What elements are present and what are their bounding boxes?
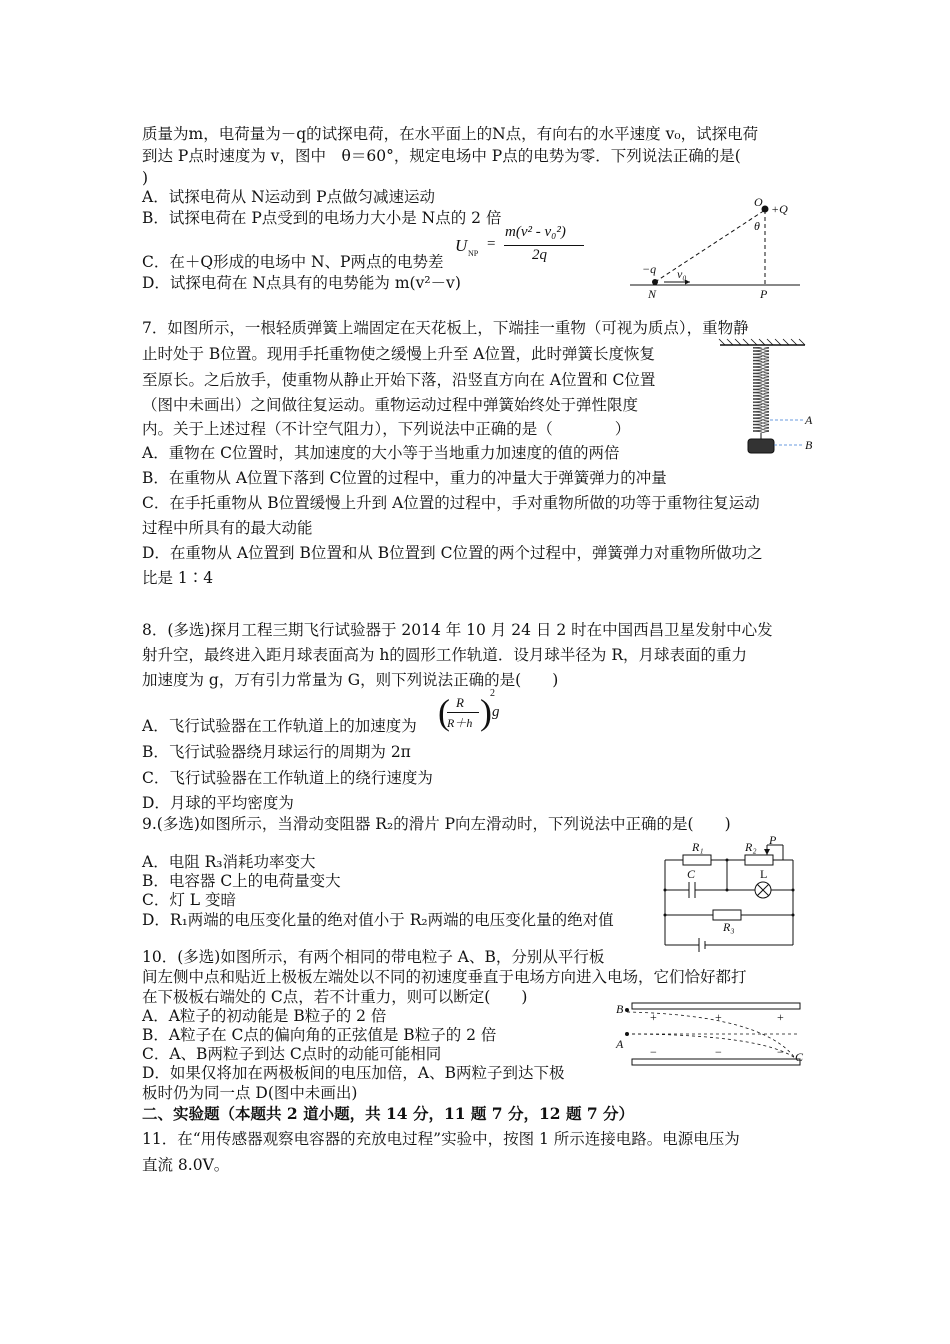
q8-option-d: D．月球的平均密度为 bbox=[142, 794, 294, 812]
q6-stem-line2: 到达 P点时速度为 v，图中 θ＝60°，规定电场中 P点的电势为零．下列说法正确的是( bbox=[142, 147, 741, 165]
q9-label-r2: R₂ bbox=[745, 840, 757, 854]
q8-option-b: B．飞行试验器绕月球运行的周期为 2π bbox=[142, 743, 411, 761]
q6-option-a: A．试探电荷从 N运动到 P点做匀减速运动 bbox=[142, 188, 436, 206]
q10-plus-1: + bbox=[650, 1010, 657, 1024]
q8-stem-line1: 8．(多选)探月工程三期飞行试验器于 2014 年 10 月 24 日 2 时在中国西昌卫星发射中心发 bbox=[142, 621, 773, 639]
q8-formula-den: R＋h bbox=[447, 716, 473, 730]
q6-label-q: +Q bbox=[771, 202, 788, 216]
q9-label-l: L bbox=[760, 867, 768, 881]
q10-label-b: B bbox=[616, 1002, 624, 1016]
q10-plus-3: + bbox=[777, 1010, 784, 1024]
q9-label-p: P bbox=[769, 833, 777, 847]
q6-formula-num: m(v² - v₀²) bbox=[505, 224, 566, 240]
q10-stem-line1: 10．(多选)如图所示，有两个相同的带电粒子 A、B，分别从平行板 bbox=[142, 948, 605, 966]
q10-figure bbox=[612, 995, 812, 1080]
q6-formula-den: 2q bbox=[532, 247, 547, 263]
q7-stem-line1: 7．如图所示，一根轻质弹簧上端固定在天花板上，下端挂一重物（可视为质点），重物静 bbox=[142, 319, 749, 337]
q7-option-d-line2: 比是 1∶4 bbox=[142, 569, 214, 587]
q7-figure bbox=[715, 335, 815, 465]
q7-option-a: A．重物在 C位置时，其加速度的大小等于当地重力加速度的值的两倍 bbox=[142, 444, 620, 462]
q7-stem-line3: 至原长。之后放手，使重物从静止开始下落，沿竖直方向在 A位置和 C位置 bbox=[142, 371, 656, 389]
q6-formula-lhs: U bbox=[455, 236, 468, 255]
q8-formula-num: R bbox=[456, 695, 464, 710]
q7-stem-line5: 内。关于上述过程（不计空气阻力），下列说法中正确的是（ ） bbox=[142, 420, 631, 438]
q6-formula-sub: NP bbox=[468, 249, 479, 258]
q6-label-theta: θ bbox=[754, 219, 760, 233]
q8-option-a: A．飞行试验器在工作轨道上的加速度为 bbox=[142, 717, 417, 735]
q7-stem-line4: （图中未画出）之间做往复运动。重物运动过程中弹簧始终处于弹性限度 bbox=[142, 396, 639, 414]
q7-option-d-line1: D．在重物从 A位置到 B位置和从 B位置到 C位置的两个过程中，弹簧弹力对重物所做功之 bbox=[142, 544, 763, 562]
q10-label-a: A bbox=[616, 1037, 624, 1051]
q6-label-p: P bbox=[760, 287, 768, 301]
q6-option-c: C．在＋Q形成的电场中 N、P两点的电势差 bbox=[142, 253, 444, 271]
q11-stem-line2: 直流 8.0V。 bbox=[142, 1156, 230, 1174]
q10-label-c: C bbox=[795, 1050, 804, 1064]
section-2-heading: 二、实验题（本题共 2 道小题，共 14 分，11 题 7 分，12 题 7 分） bbox=[142, 1104, 635, 1123]
q6-label-n: N bbox=[648, 287, 657, 301]
q9-option-a: A．电阻 R₃消耗功率变大 bbox=[142, 853, 316, 871]
q9-label-r3: R₃ bbox=[723, 920, 735, 934]
q10-option-d-line1: D．如果仅将加在两极板间的电压加倍，A、B两粒子到达下极 bbox=[142, 1064, 565, 1082]
q10-option-c: C．A、B两粒子到达 C点时的动能可能相同 bbox=[142, 1045, 442, 1063]
q9-option-c: C．灯 L 变暗 bbox=[142, 891, 237, 909]
q9-option-b: B．电容器 C上的电荷量变大 bbox=[142, 872, 341, 890]
q6-stem-line1: 质量为m，电荷量为－q的试探电荷，在水平面上的N点，有向右的水平速度 v₀，试探电荷 bbox=[142, 125, 759, 143]
q6-label-minus-q: −q bbox=[642, 262, 657, 276]
q10-minus-2: − bbox=[715, 1045, 722, 1059]
q8-formula-exp: 2 bbox=[490, 688, 495, 699]
q9-label-c: C bbox=[687, 867, 696, 881]
q7-option-c-line1: C．在手托重物从 B位置缓慢上升到 A位置的过程中，手对重物所做的功等于重物往复运动 bbox=[142, 494, 760, 512]
q7-stem-line2: 止时处于 B位置。现用手托重物使之缓慢上升至 A位置，此时弹簧长度恢复 bbox=[142, 345, 655, 363]
q8-formula-a: ( R R＋h ) 2 g bbox=[438, 688, 500, 732]
q9-circuit bbox=[655, 835, 805, 955]
q6-option-d: D．试探电荷在 N点具有的电势能为 m(v²－v) bbox=[142, 274, 461, 292]
q7-label-b: B bbox=[805, 438, 813, 452]
q8-option-c: C．飞行试验器在工作轨道上的绕行速度为 bbox=[142, 769, 433, 787]
q10-option-b: B．A粒子在 C点的偏向角的正弦值是 B粒子的 2 倍 bbox=[142, 1026, 497, 1044]
q10-stem-line3: 在下极板右端处的 C点，若不计重力，则可以断定( ) bbox=[142, 988, 528, 1006]
q10-option-a: A．A粒子的初动能是 B粒子的 2 倍 bbox=[142, 1007, 387, 1025]
q8-stem-line2: 射升空，最终进入距月球表面高为 h的圆形工作轨道．设月球半径为 R，月球表面的重力 bbox=[142, 646, 748, 664]
q7-label-a: A bbox=[805, 413, 813, 427]
q10-stem-line2: 间左侧中点和贴近上极板左端处以不同的初速度垂直于电场方向进入电场，它们恰好都打 bbox=[142, 968, 747, 986]
q6-stem-line3: ) bbox=[142, 169, 149, 187]
q9-stem: 9.(多选)如图所示，当滑动变阻器 R₂的滑片 P向左滑动时，下列说法中正确的是( ) bbox=[142, 815, 731, 833]
q11-stem-line1: 11．在“用传感器观察电容器的充放电过程”实验中，按图 1 所示连接电路。电源电压为 bbox=[142, 1130, 740, 1148]
q6-label-o: O bbox=[754, 195, 763, 209]
q6-formula: U NP = m(v² - v₀²) 2q bbox=[455, 224, 585, 268]
q10-plus-2: + bbox=[715, 1010, 722, 1024]
q8-stem-line3: 加速度为 g，万有引力常量为 G，则下列说法正确的是( ) bbox=[142, 671, 559, 689]
q6-label-v0: v₀ bbox=[677, 267, 687, 281]
q7-option-b: B．在重物从 A位置下落到 C位置的过程中，重力的冲量大于弹簧弹力的冲量 bbox=[142, 469, 667, 487]
q7-option-c-line2: 过程中所具有的最大动能 bbox=[142, 519, 313, 537]
q6-option-b: B．试探电荷在 P点受到的电场力大小是 N点的 2 倍 bbox=[142, 209, 502, 227]
q10-minus-3: − bbox=[777, 1045, 784, 1059]
q8-formula-g: g bbox=[492, 704, 500, 720]
q9-label-r1: R₁ bbox=[692, 840, 704, 854]
q10-option-d-line2: 板时仍为同一点 D(图中未画出) bbox=[142, 1084, 358, 1102]
q6-figure bbox=[620, 190, 810, 305]
q10-minus-1: − bbox=[650, 1045, 657, 1059]
q9-option-d: D．R₁两端的电压变化量的绝对值小于 R₂两端的电压变化量的绝对值 bbox=[142, 911, 614, 929]
